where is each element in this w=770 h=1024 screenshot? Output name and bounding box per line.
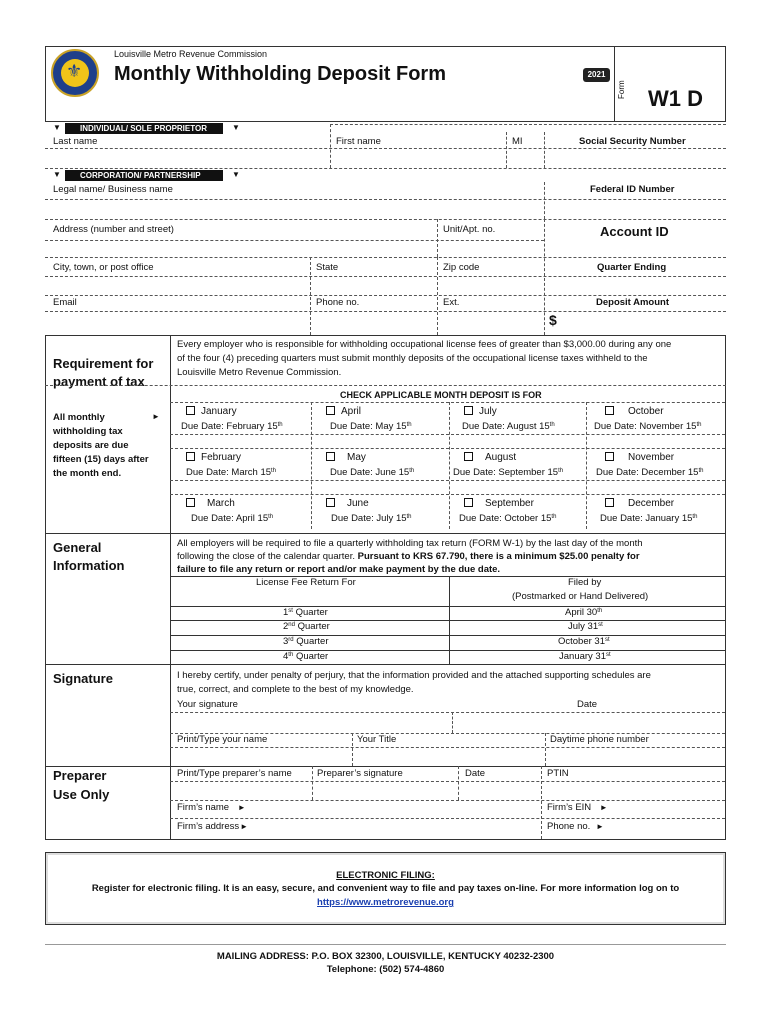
month-january-checkbox[interactable]: January [186, 406, 237, 417]
zip-field[interactable] [438, 277, 544, 295]
quarter-3-due: October 31st [558, 636, 610, 647]
ptin-field[interactable] [542, 782, 725, 800]
efiling-text: Register for electronic filing. It is an easy, secure, and convenient way to file and pay taxes on-line. For more information log on to [91, 883, 680, 894]
form-code: W1 D [648, 86, 703, 111]
certification-line-1: I hereby certify, under penalty of perjury, that the information provided and the attached supporting schedules are [177, 670, 651, 681]
deposit-amount-field[interactable] [560, 312, 726, 334]
dropdown-arrow-icon: ▼ [53, 170, 61, 179]
dropdown-arrow-icon: ▼ [232, 123, 240, 132]
ext-label: Ext. [443, 297, 460, 308]
account-id-field[interactable] [545, 242, 726, 256]
month-september-checkbox[interactable]: September [464, 498, 534, 509]
signature-heading: Signature [53, 671, 113, 686]
last-name-label: Last name [53, 136, 98, 147]
deadline-note-1: All monthly [53, 412, 105, 423]
general-line-2: following the close of the calendar quarter. Pursuant to KRS 67.790, there is a minimum $25.00 penalty for [177, 551, 640, 562]
print-name-label: Print/Type your name [177, 734, 268, 745]
check-month-heading: CHECK APPLICABLE MONTH DEPOSIT IS FOR [340, 390, 542, 400]
daytime-phone-field[interactable] [546, 748, 725, 765]
first-name-field[interactable] [331, 149, 506, 167]
requirement-para-1: Every employer who is responsible for withholding occupational license fees of greater than $3,000.00 during any one [177, 339, 672, 350]
firm-address-label: Firm’s address► [177, 821, 249, 832]
metrorevenue-link[interactable]: https://www.metrorevenue.org [317, 897, 454, 908]
state-field[interactable] [311, 277, 437, 295]
deadline-note-4: fifteen (15) days after [53, 454, 149, 465]
preparer-date-label: Date [465, 768, 486, 779]
month-december-checkbox[interactable]: December [605, 498, 674, 509]
firm-name-label: Firm’s name ► [177, 802, 246, 813]
last-name-field[interactable] [46, 149, 330, 167]
due-date-february: Due Date: March 15th [186, 467, 277, 478]
dropdown-arrow-icon: ▼ [53, 123, 61, 132]
due-date-june: Due Date: July 15th [331, 513, 412, 524]
your-title-field[interactable] [353, 748, 545, 765]
firm-address-field[interactable] [255, 819, 541, 838]
filed-by-subheader: (Postmarked or Hand Delivered) [512, 591, 649, 602]
your-signature-label: Your signature [177, 699, 238, 710]
preparer-heading-1: Preparer [53, 768, 107, 783]
phone-label: Phone no. [316, 297, 360, 308]
quarter-ending-label: Quarter Ending [597, 262, 667, 273]
certification-line-2: true, correct, and complete to the best of my knowledge. [177, 684, 414, 695]
city-label: City, town, or post office [53, 262, 154, 273]
month-august-checkbox[interactable]: August [464, 452, 516, 463]
unit-field[interactable] [438, 241, 544, 256]
preparer-name-field[interactable] [171, 782, 312, 800]
due-date-july: Due Date: August 15th [462, 421, 555, 432]
quarter-1: 1st Quarter [283, 607, 328, 618]
month-july-checkbox[interactable]: July [464, 406, 497, 417]
arrow-right-icon: ► [599, 803, 608, 812]
due-date-january: Due Date: February 15th [181, 421, 283, 432]
due-date-march: Due Date: April 15th [191, 513, 274, 524]
your-signature-field[interactable] [171, 713, 452, 732]
dollar-sign: $ [549, 312, 557, 328]
your-title-label: Your Title [357, 734, 397, 745]
month-march-checkbox[interactable]: March [186, 498, 235, 509]
due-date-may: Due Date: June 15th [330, 467, 415, 478]
quarter-1-due: April 30th [565, 607, 603, 618]
daytime-phone-label: Daytime phone number [550, 734, 649, 745]
account-id-label: Account ID [600, 224, 669, 239]
legal-name-field[interactable] [46, 200, 544, 218]
due-date-october: Due Date: November 15th [594, 421, 702, 432]
month-may-checkbox[interactable]: May [326, 452, 366, 463]
individual-bar: INDIVIDUAL/ SOLE PROPRIETOR [65, 123, 223, 134]
due-date-september: Due Date: October 15th [459, 513, 557, 524]
deadline-note-5: the month end. [53, 468, 122, 479]
form-word: Form [617, 80, 626, 99]
requirement-para-3: Louisville Metro Revenue Commission. [177, 367, 342, 378]
unit-label: Unit/Apt. no. [443, 224, 496, 235]
efiling-link-row [45, 897, 726, 908]
quarter-2-due: July 31st [568, 621, 603, 632]
arrow-right-icon: ► [240, 822, 249, 831]
arrow-right-icon: ► [595, 822, 604, 831]
month-june-checkbox[interactable]: June [326, 498, 369, 509]
month-april-checkbox[interactable]: April [326, 406, 361, 417]
firm-name-field[interactable] [260, 801, 541, 818]
preparer-heading-2: Use Only [53, 787, 110, 802]
signature-date-label: Date [577, 699, 598, 710]
agency-name: Louisville Metro Revenue Commission [114, 49, 268, 59]
city-field[interactable] [46, 277, 310, 295]
month-february-checkbox[interactable]: February [186, 452, 241, 463]
mi-label: MI [512, 136, 523, 147]
general-line-3: failure to file any return or report and/or make payment by the due date. [177, 564, 501, 575]
form-title: Monthly Withholding Deposit Form [114, 63, 446, 85]
month-november-checkbox[interactable]: November [605, 452, 674, 463]
print-name-field[interactable] [171, 748, 352, 765]
firm-ein-field[interactable] [615, 801, 725, 818]
filed-by-header: Filed by [568, 577, 602, 588]
fleur-de-lis-icon: ⚜ [66, 61, 83, 81]
quarter-4: 4th Quarter [283, 651, 329, 662]
telephone: Telephone: (502) 574-4860 [326, 964, 445, 975]
first-name-label: First name [336, 136, 381, 147]
deadline-note-2: withholding tax [53, 426, 123, 437]
general-heading-2: Information [53, 558, 125, 573]
due-date-november: Due Date: December 15th [596, 467, 704, 478]
zip-label: Zip code [443, 262, 480, 273]
due-date-april: Due Date: May 15th [330, 421, 412, 432]
year-badge: 2021 [583, 68, 610, 82]
deadline-note-3: deposits are due [53, 440, 129, 451]
mi-field[interactable] [507, 149, 544, 167]
footer-divider [45, 944, 726, 945]
preparer-phone-field[interactable] [610, 819, 725, 838]
firm-ein-label: Firm’s EIN ► [547, 802, 608, 813]
deposit-amount-label: Deposit Amount [596, 297, 670, 308]
requirement-para-2: of the four (4) preceding quarters must submit monthly deposits of the occupational license taxes withheld to the [177, 353, 648, 364]
arrow-right-icon: ► [237, 803, 246, 812]
license-return-header: License Fee Return For [256, 577, 356, 588]
city-seal-logo [51, 49, 99, 97]
federal-id-field[interactable] [545, 200, 726, 218]
general-line-1: All employers will be required to file a quarterly withholding tax return (FORM W-1) by the last day of the month [177, 538, 643, 549]
ext-field[interactable] [438, 312, 544, 334]
federal-id-label: Federal ID Number [590, 184, 675, 195]
corporation-bar: CORPORATION/ PARTNERSHIP [65, 170, 223, 181]
preparer-phone-label: Phone no. ► [547, 821, 604, 832]
signature-date-field[interactable] [453, 713, 725, 732]
mailing-address: MAILING ADDRESS: P.O. BOX 32300, LOUISVILLE, KENTUCKY 40232-2300 [216, 951, 555, 962]
quarter-3: 3rd Quarter [283, 636, 329, 647]
email-label: Email [53, 297, 77, 308]
email-field[interactable] [46, 312, 310, 334]
legal-name-label: Legal name/ Business name [53, 184, 173, 195]
quarter-4-due: January 31st [559, 651, 611, 662]
efiling-heading: ELECTRONIC FILING: [336, 870, 435, 881]
preparer-name-label: Print/Type preparer’s name [177, 768, 292, 779]
ptin-label: PTIN [547, 768, 569, 779]
due-date-december: Due Date: January 15th [600, 513, 698, 524]
address-label: Address (number and street) [53, 224, 174, 235]
address-field[interactable] [46, 241, 437, 256]
requirement-heading-2: payment of tax [53, 374, 145, 389]
month-october-checkbox[interactable]: October [605, 406, 664, 417]
due-date-august: Due Date: September 15th [453, 467, 564, 478]
preparer-date-field[interactable] [459, 782, 541, 800]
arrow-right-icon: ► [152, 412, 160, 421]
state-label: State [316, 262, 339, 273]
preparer-signature-label: Preparer’s signature [317, 768, 403, 779]
preparer-signature-field[interactable] [313, 782, 458, 800]
general-heading-1: General [53, 540, 102, 555]
dropdown-arrow-icon: ▼ [232, 170, 240, 179]
requirement-heading-1: Requirement for [53, 356, 154, 371]
ssn-label: Social Security Number [579, 136, 686, 147]
phone-field[interactable] [311, 312, 437, 334]
quarter-2: 2nd Quarter [283, 621, 330, 632]
quarter-ending-field[interactable] [545, 277, 726, 295]
ssn-field[interactable] [545, 149, 726, 167]
